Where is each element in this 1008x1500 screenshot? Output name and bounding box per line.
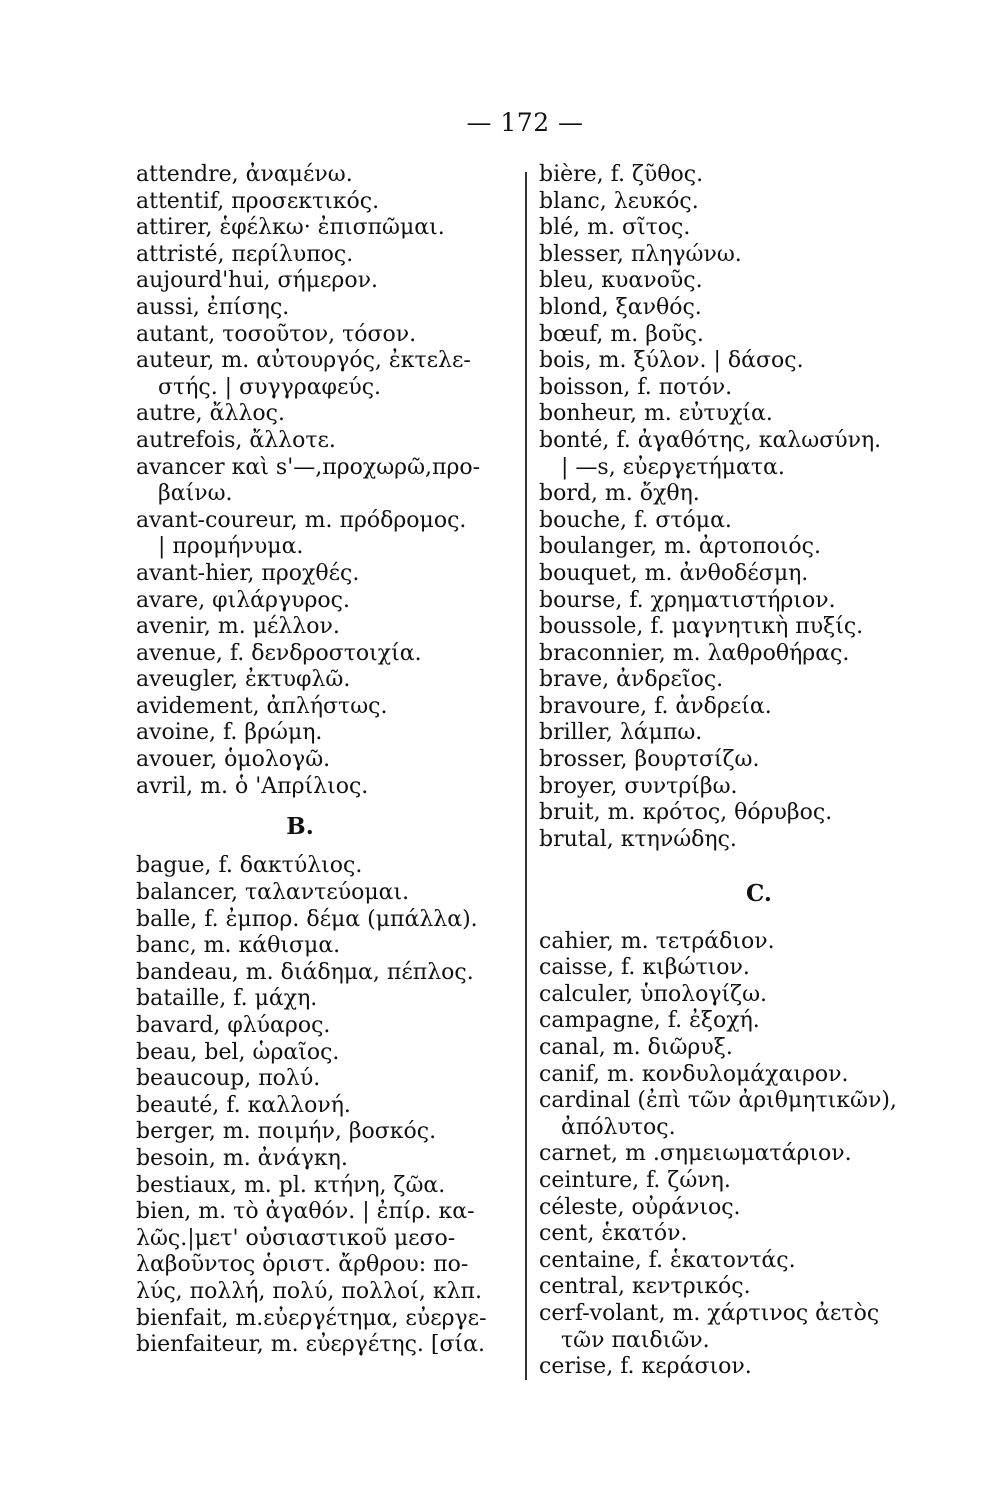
- dictionary-entry: bœuf, m. βοῦς.: [539, 321, 704, 347]
- dictionary-entry: brave, ἀνδρεῖος.: [539, 667, 724, 693]
- dictionary-entry: ceinture, f. ζώνη.: [539, 1167, 731, 1193]
- dictionary-entry: bleu, κυανοῦς.: [539, 268, 703, 294]
- dictionary-entry: bois, m. ξύλον. | δάσος.: [539, 348, 804, 374]
- dictionary-entry: bonheur, m. εὐτυχία.: [539, 401, 773, 427]
- dictionary-entry: bravoure, f. ἀνδρεία.: [539, 693, 772, 719]
- dictionary-entry: bord, m. ὄχθη.: [539, 481, 700, 507]
- dictionary-entry: bestiaux, m. pl. κτήνη, ζῶα.: [136, 1172, 446, 1198]
- dictionary-entry: λύς, πολλή, πολύ, πολλοί, κλπ.: [136, 1278, 482, 1304]
- dictionary-entry: carnet, m .σημειωματάριον.: [539, 1141, 852, 1167]
- dictionary-entry: avant-coureur, m. πρόδρομος.: [136, 507, 467, 533]
- dictionary-entry: bien, m. τὸ ἀγαθόν. | ἐπίρ. κα-: [136, 1199, 475, 1225]
- dictionary-entry: avancer καὶ s'—,προχωρῶ,προ-: [136, 454, 481, 480]
- dictionary-entry: attirer, ἑφέλκω· ἐπισπῶμαι.: [136, 215, 445, 241]
- dictionary-entry: bourse, f. χρηματιστήριον.: [539, 587, 836, 613]
- dictionary-entry: bonté, f. ἀγαθότης, καλωσύνη.: [539, 427, 882, 453]
- dictionary-entry: blé, m. σῖτος.: [539, 215, 691, 241]
- dictionary-entry: bruit, m. κρότος, θόρυβος.: [539, 800, 833, 826]
- dictionary-entry: auteur, m. αὐτουργός, ἐκτελε-: [136, 348, 471, 374]
- dictionary-entry: bavard, φλύαρος.: [136, 1013, 331, 1038]
- dictionary-entry: banc, m. κάθισμα.: [136, 933, 341, 959]
- entry-continuation: | προμήνυμα.: [158, 534, 304, 560]
- dictionary-entry: centaine, f. ἑκατοντάς.: [539, 1247, 796, 1273]
- left-column: [136, 162, 508, 1359]
- right-column: [539, 162, 979, 1381]
- dictionary-entry: canal, m. διῶρυξ.: [539, 1035, 733, 1060]
- entry-continuation: ἀπόλυτος.: [561, 1114, 676, 1140]
- dictionary-entry: bague, f. δακτύλιος.: [136, 853, 363, 879]
- dictionary-entry: autrefois, ἄλλοτε.: [136, 427, 336, 453]
- section-heading: C.: [746, 880, 772, 908]
- dictionary-entry: bienfaiteur, m. εὐεργέτης. [σία.: [136, 1332, 485, 1358]
- dictionary-entry: avoine, f. βρώμη.: [136, 720, 323, 746]
- dictionary-entry: λαβοῦντος ὁριστ. ἄρθρου: πο-: [136, 1252, 469, 1278]
- section-heading: B.: [286, 813, 314, 841]
- dictionary-entry: caisse, f. κιβώτιον.: [539, 955, 750, 981]
- dictionary-entry: besoin, m. ἀνάγκη.: [136, 1145, 348, 1171]
- dictionary-entry: céleste, οὐράνιος.: [539, 1194, 741, 1220]
- dictionary-entry: avidement, ἀπλήστως.: [136, 693, 388, 719]
- dictionary-entry: attristé, περίλυπος.: [136, 241, 354, 267]
- dictionary-entry: calculer, ὑπολογίζω.: [539, 981, 768, 1007]
- dictionary-entry: brosser, βουρτσίζω.: [539, 747, 760, 773]
- dictionary-entry: canif, m. κονδυλομάχαιρον.: [539, 1061, 849, 1087]
- dictionary-entry: broyer, συντρίβω.: [539, 773, 738, 799]
- dictionary-entry: attentif, προσεκτικός.: [136, 188, 380, 214]
- dictionary-entry: central, κεντρικός.: [539, 1274, 751, 1300]
- dictionary-entry: aveugler, ἐκτυφλῶ.: [136, 667, 351, 693]
- entry-continuation: | —s, εὐεργετήματα.: [561, 454, 785, 480]
- dictionary-entry: avril, m. ὁ 'Απρίλιος.: [136, 773, 369, 799]
- entry-continuation: στής. | συγγραφεύς.: [158, 374, 382, 400]
- dictionary-entry: braconnier, m. λαθροθήρας.: [539, 640, 850, 666]
- dictionary-entry: briller, λάμπω.: [539, 720, 703, 746]
- dictionary-entry: beau, bel, ὡραῖος.: [136, 1039, 340, 1065]
- dictionary-entry: avant-hier, προχθές.: [136, 560, 360, 586]
- column-divider: [525, 172, 527, 1380]
- dictionary-entry: balle, f. ἐμπορ. δέμα (μπάλλα).: [136, 906, 478, 932]
- dictionary-entry: blond, ξανθός.: [539, 294, 702, 320]
- dictionary-entry: boulanger, m. ἀρτοποιός.: [539, 534, 821, 560]
- dictionary-entry: avenir, m. μέλλον.: [136, 614, 340, 640]
- dictionary-entry: autre, ἄλλος.: [136, 401, 285, 427]
- dictionary-entry: bouquet, m. ἀνθοδέσμη.: [539, 560, 809, 586]
- dictionary-entry: bandeau, m. διάδημα, πέπλος.: [136, 959, 474, 985]
- dictionary-entry: aujourd'hui, σήμερον.: [136, 268, 378, 294]
- dictionary-entry: beauté, f. καλλονή.: [136, 1092, 351, 1118]
- dictionary-entry: cardinal (ἐπὶ τῶν ἀριθμητικῶν),: [539, 1088, 897, 1114]
- entry-continuation: βαίνω.: [158, 481, 233, 507]
- entry-continuation: τῶν παιδιῶν.: [561, 1327, 710, 1353]
- dictionary-entry: cent, ἑκατόν.: [539, 1221, 688, 1247]
- dictionary-entry: bataille, f. μάχη.: [136, 986, 318, 1012]
- page-number: — 172 —: [466, 108, 584, 137]
- dictionary-entry: avouer, ὁμολογῶ.: [136, 747, 331, 773]
- dictionary-entry: boussole, f. μαγνητικὴ πυξίς.: [539, 614, 864, 640]
- dictionary-entry: bouche, f. στόμα.: [539, 507, 732, 533]
- dictionary-entry: cerf-volant, m. χάρτινος ἀετὸς: [539, 1300, 880, 1326]
- dictionary-entry: blesser, πληγώνω.: [539, 241, 742, 267]
- dictionary-entry: autant, τοσοῦτον, τόσον.: [136, 321, 417, 347]
- dictionary-entry: avare, φιλάργυρος.: [136, 587, 350, 613]
- dictionary-entry: blanc, λευκός.: [539, 188, 699, 214]
- dictionary-entry: beaucoup, πολύ.: [136, 1066, 321, 1092]
- dictionary-entry: boisson, f. ποτόν.: [539, 374, 733, 400]
- dictionary-entry: bière, f. ζῦθος.: [539, 162, 704, 187]
- dictionary-entry: berger, m. ποιμήν, βοσκός.: [136, 1119, 437, 1145]
- dictionary-entry: balancer, ταλαντεύομαι.: [136, 880, 410, 906]
- dictionary-entry: attendre, ἀναμένω.: [136, 162, 353, 187]
- dictionary-entry: cerise, f. κεράσιον.: [539, 1354, 752, 1380]
- dictionary-entry: λῶς.|μετ' οὐσιαστικοῦ μεσο-: [136, 1225, 456, 1251]
- dictionary-entry: brutal, κτηνώδης.: [539, 826, 737, 852]
- dictionary-entry: cahier, m. τετράδιον.: [539, 928, 775, 954]
- dictionary-entry: campagne, f. ἐξοχή.: [539, 1008, 760, 1034]
- dictionary-entry: avenue, f. δενδροστοιχία.: [136, 640, 422, 666]
- dictionary-entry: aussi, ἐπίσης.: [136, 294, 290, 320]
- dictionary-entry: bienfait, m.εὐεργέτημα, εὐεργε-: [136, 1305, 487, 1331]
